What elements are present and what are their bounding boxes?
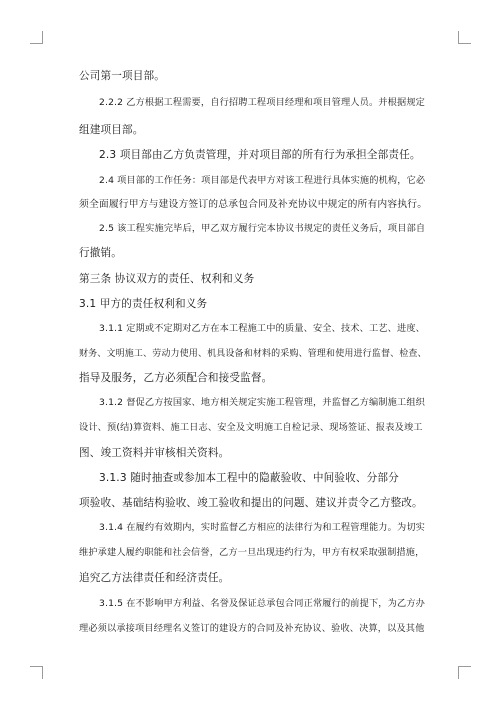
text-line: 3.1.3 随时抽查或参加本工程中的隐蔽验收、中间验收、分部分 <box>99 472 399 484</box>
text-line: 维护承建人履约职能和社会信誉，乙方一旦出现违约行为，甲方有权采取强制措施， <box>79 547 425 558</box>
text-line: 财务、文明施工、劳动力使用、机具设备和材料的采购、管理和使用进行监督、检查、 <box>79 349 427 359</box>
subsection-heading: 3.1 甲方的责任权利和义务 <box>79 298 208 310</box>
section-heading: 第三条 协议双方的责任、权利和义务 <box>79 273 255 285</box>
text-line: 公司第一项目部。 <box>79 70 165 82</box>
text-line: 2.5 该工程实施完毕后，甲乙双方履行完本协议书规定的责任义务后，项目部自 <box>99 223 426 234</box>
text-line: 3.1.4 在履约有效期内，实时监督乙方相应的法律行为和工程管理能力。为切实 <box>99 522 425 533</box>
text-line: 追究乙方法律责任和经济责任。 <box>79 572 230 584</box>
text-line: 3.1.2 督促乙方按国家、地方相关规定实施工程管理，并监督乙方编制施工组织 <box>99 397 425 408</box>
text-line: 3.1.5 在不影响甲方利益、名誉及保证总承包合同正常履行的前提下，为乙方办 <box>99 598 425 609</box>
text-line: 2.2.2 乙方根据工程需要，自行招聘工程项目经理和项目管理人员。并根据规定 <box>99 97 425 108</box>
text-line: 设计、预(结)算资料、施工日志、安全及文明施工自检记录、现场签证、报表及竣工 <box>79 422 423 433</box>
text-line: 组建项目部。 <box>79 124 144 136</box>
text-line: 理必须以承接项目经理名义签订的建设方的合同及补充协议、验收、决算，以及其他 <box>79 623 425 634</box>
text-line: 2.3 项目部由乙方负责管理，并对项目部的所有行为承担全部责任。 <box>99 149 421 161</box>
text-line: 项验收、基础结构验收、竣工验收和提出的问题、建议并责令乙方整改。 <box>79 497 423 509</box>
text-line: 3.1.1 定期或不定期对乙方在本工程施工中的质量、安全、技术、工艺、进度、 <box>99 323 425 334</box>
text-line: 图、竣工资料并审核相关资料。 <box>79 447 230 459</box>
text-line: 2.4 项目部的工作任务：项目部是代表甲方对该工程进行具体实施的机构，它必 <box>99 175 426 186</box>
text-line: 须全面履行甲方与建设方签订的总承包合同及补充协议中规定的所有内容执行。 <box>79 199 428 210</box>
text-line: 指导及服务，乙方必须配合和接受监督。 <box>79 372 273 384</box>
text-line: 行撤销。 <box>79 247 122 259</box>
